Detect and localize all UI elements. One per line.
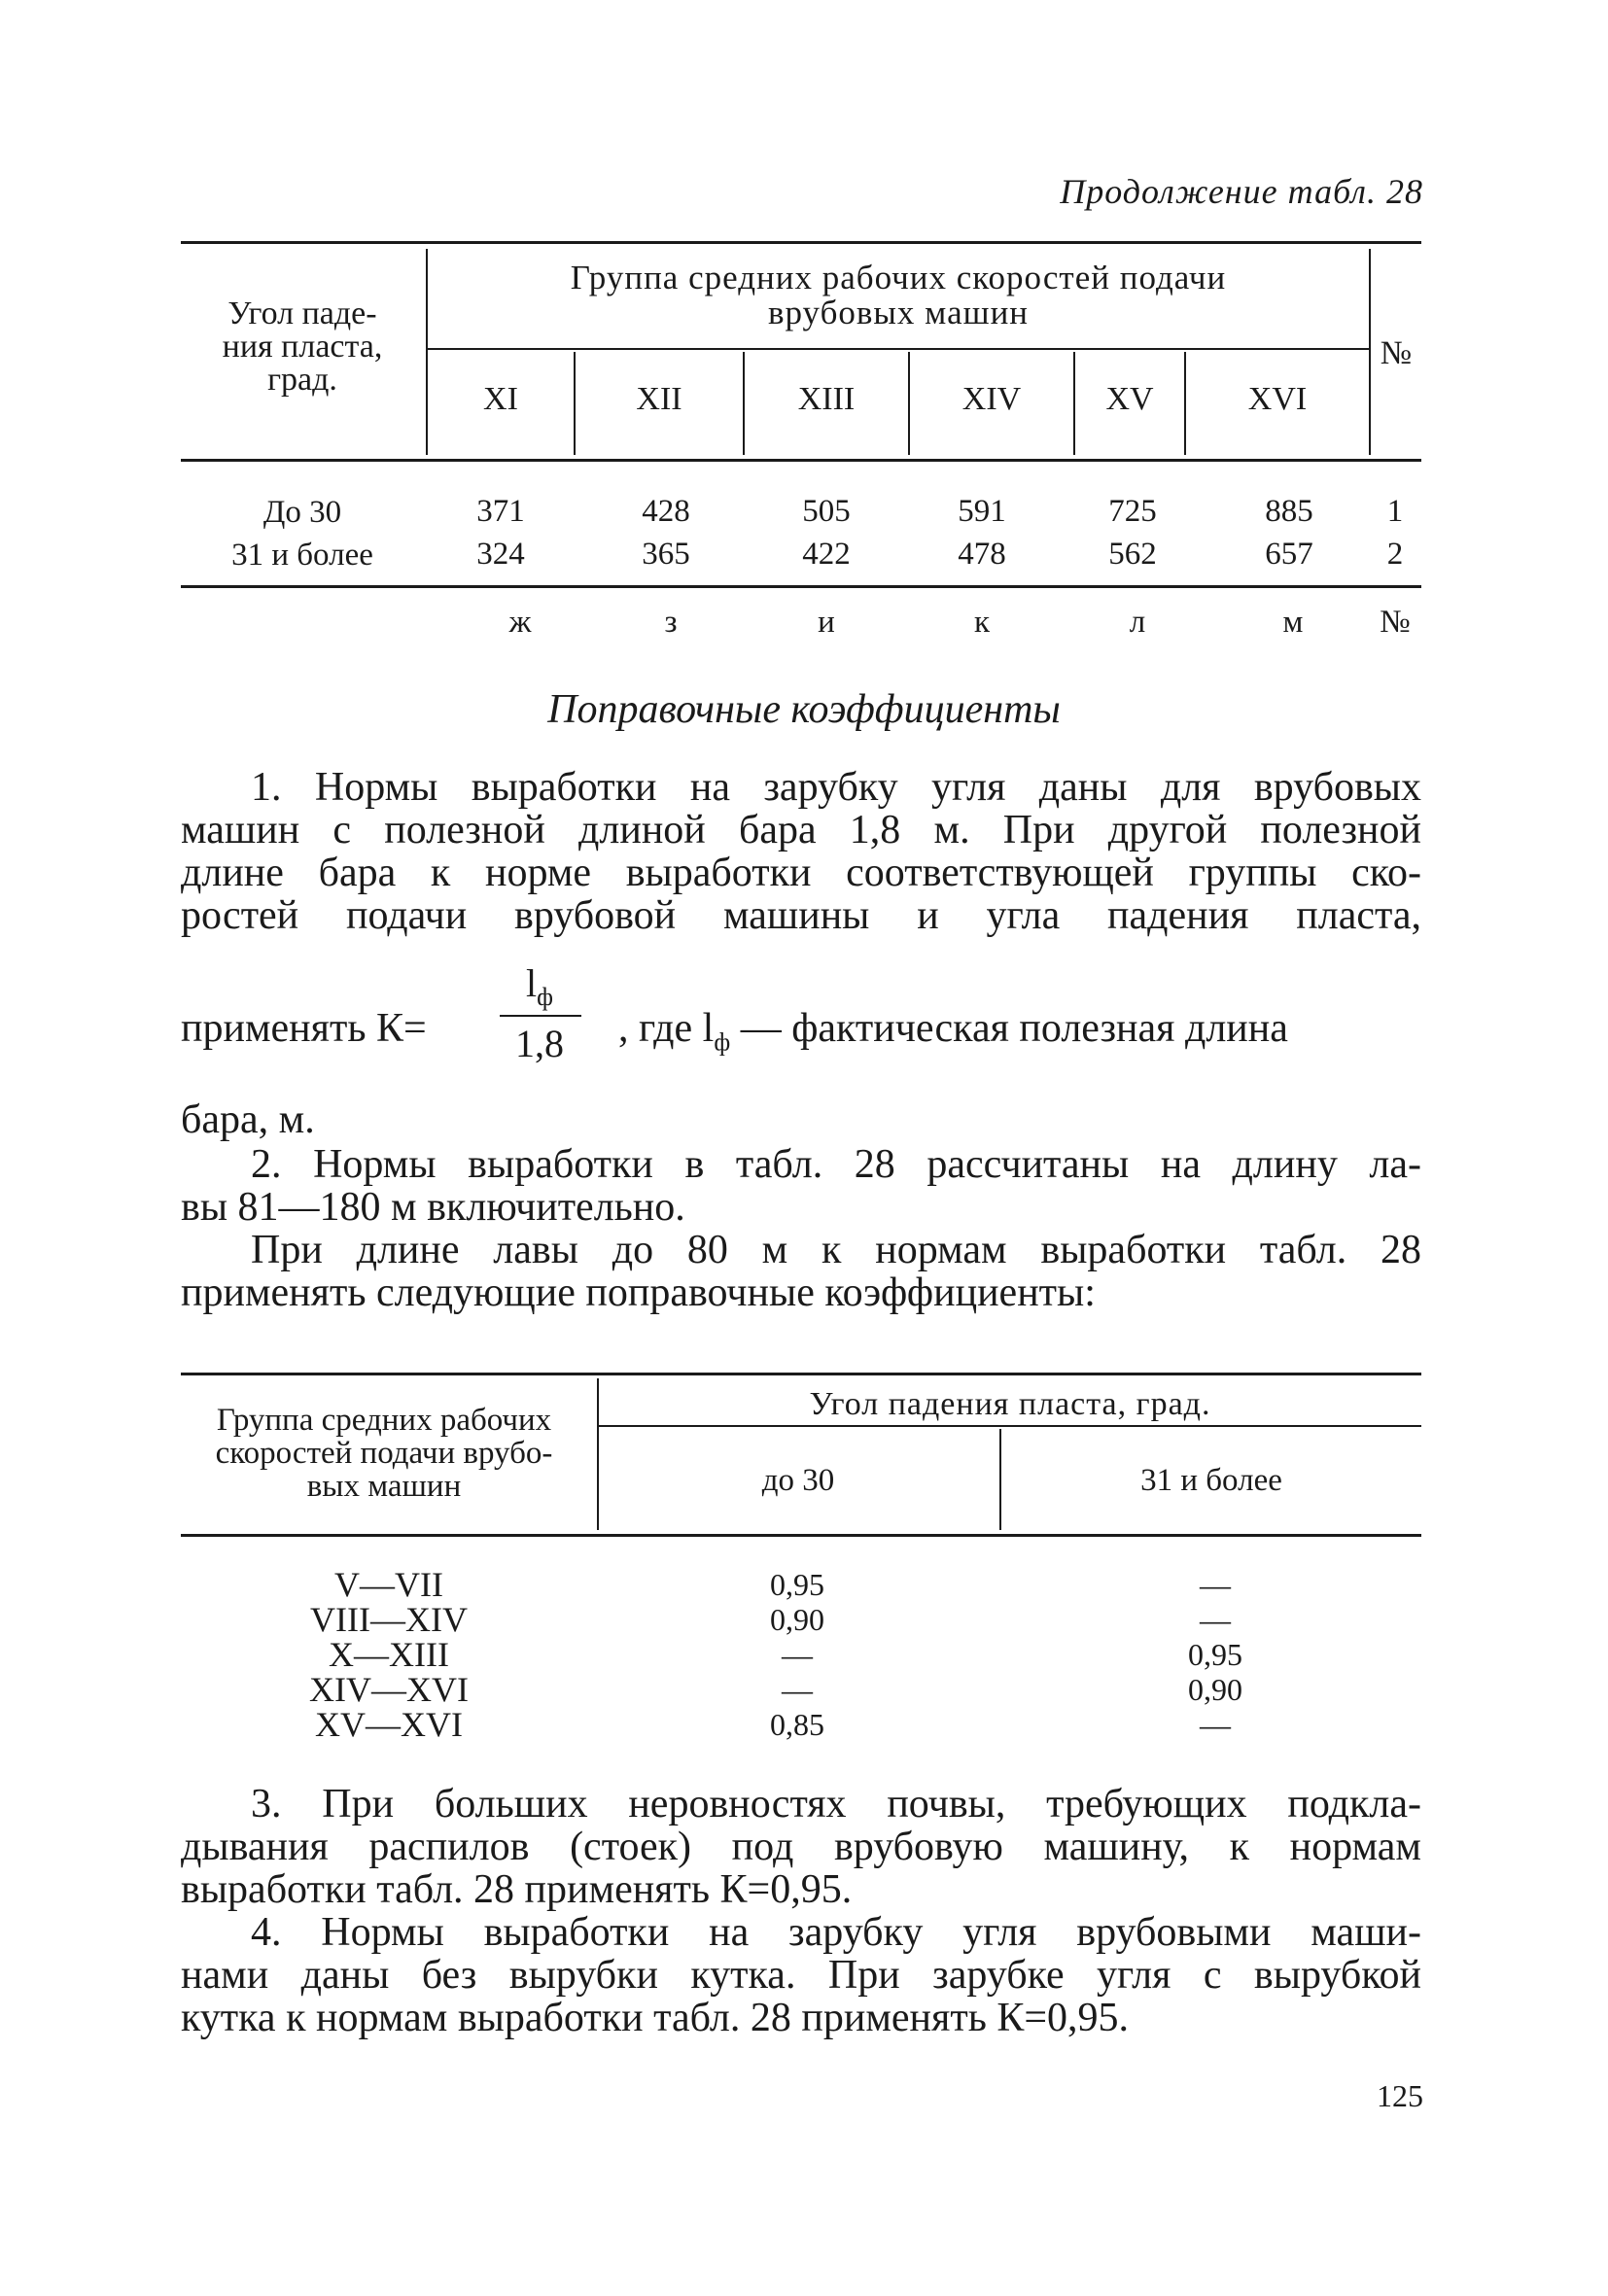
table1-row-number: 2	[1386, 537, 1404, 572]
table1-header-rule	[181, 459, 1421, 462]
table1-number-header: №	[1380, 335, 1413, 371]
formula-numerator-symbol: l	[526, 961, 538, 1005]
table1-col-header: XV	[1105, 381, 1154, 417]
table2-row-header-line: вых машин	[306, 1469, 462, 1504]
table2-cell: —	[1200, 1602, 1231, 1637]
table2-cell: —	[782, 1672, 813, 1707]
table1-footer-letter: з	[664, 605, 678, 640]
table1-col-header: XIV	[961, 381, 1022, 417]
table2-row-label: XV—XVI	[315, 1705, 463, 1744]
table2-cell: —	[1200, 1707, 1231, 1742]
table2-row-header-line: скоростей подачи врубо-	[215, 1436, 553, 1471]
formula-suffix-subscript: ф	[714, 1027, 731, 1057]
table1-row-header-line: Угол паде-	[227, 296, 377, 331]
table1-cell: 725	[1108, 494, 1157, 529]
text-line: 2. Нормы выработки в табл. 28 рассчитаны на длину ла-	[251, 1142, 1421, 1187]
text-line: выработки табл. 28 применять К=0,95.	[181, 1867, 853, 1912]
table1-group-header-line: Группа средних рабочих скоростей подачи	[570, 259, 1227, 296]
text-line: длине бара к норме выработки соответствующей группы ско-	[181, 851, 1421, 895]
text-line: ростей подачи врубовой машины и угла падения пласта,	[181, 893, 1421, 938]
table2-top-rule	[181, 1373, 1421, 1375]
table2-cell: —	[1200, 1567, 1231, 1602]
text-line: машин с полезной длиной бара 1,8 м. При другой полезной	[181, 808, 1421, 852]
table1-col-header: XII	[636, 381, 682, 417]
paragraph-4	[181, 1783, 1421, 1911]
table1-footer-letter: л	[1129, 605, 1146, 640]
table1-top-rule	[181, 241, 1421, 244]
table1-group-header-line: врубовых машин	[767, 294, 1030, 331]
table1-cell: 324	[476, 537, 525, 572]
formula-fraction-bar	[500, 1015, 581, 1017]
section-title: Поправочные коэффициенты	[547, 687, 1061, 732]
table2-row-label: X—XIII	[329, 1635, 449, 1674]
table1-footer-number: №	[1380, 605, 1411, 640]
text-line: вы 81—180 м включительно.	[181, 1185, 685, 1230]
text-line: 1. Нормы выработки на зарубку угля даны для врубовых	[251, 765, 1421, 810]
table2-cell: 0,90	[1188, 1672, 1242, 1707]
page-number: 125	[1377, 2078, 1423, 2113]
table1-footer-letter: м	[1282, 605, 1304, 640]
formula-numerator-subscript: ф	[537, 983, 553, 1011]
table1-cell: 562	[1108, 537, 1157, 572]
paragraph-1	[181, 766, 1421, 937]
table1-subheader-rule	[428, 348, 1369, 350]
table-continuation-caption: Продолжение табл. 28	[1060, 172, 1423, 211]
table2-col-header: 31 и более	[1140, 1463, 1282, 1498]
table1-row-label: До 30	[262, 495, 342, 530]
table2-cell: 0,90	[770, 1602, 824, 1637]
table2-cell: —	[782, 1637, 813, 1672]
table1-cell: 591	[958, 494, 1006, 529]
table1-cell: 422	[802, 537, 851, 572]
table1-cell: 365	[642, 537, 690, 572]
table1-cell: 478	[958, 537, 1006, 572]
table2-row-labels	[243, 1567, 535, 1742]
paragraph-3	[181, 1229, 1421, 1314]
table1-footer-letter: и	[818, 605, 835, 640]
table1-row-header	[181, 297, 424, 397]
table1-footer-letter: к	[973, 605, 991, 640]
table1-row-header-line: град.	[267, 362, 337, 398]
text-line: 4. Нормы выработки на зарубку угля врубовыми маши-	[251, 1910, 1421, 1955]
table1-cell: 371	[476, 494, 525, 529]
table1-row-label: 31 и более	[231, 538, 373, 573]
table2-cell: 0,95	[770, 1567, 824, 1602]
table1-group-header	[428, 261, 1369, 330]
table1-col-header: XVI	[1247, 381, 1308, 417]
table2-cell: 0,85	[770, 1707, 824, 1742]
table2-row-label: VIII—XIV	[310, 1600, 468, 1639]
formula-prefix: применять К=	[181, 1006, 427, 1051]
table1-cell: 657	[1265, 537, 1313, 572]
table1-col-header: XIII	[797, 381, 856, 417]
text-line: нами даны без вырубки кутка. При зарубке угля с вырубкой	[181, 1953, 1421, 1998]
formula-numerator	[496, 960, 583, 1012]
table1-row-header-line: ния пласта,	[222, 329, 383, 365]
text-line: применять следующие поправочные коэффициенты:	[181, 1270, 1096, 1315]
text-line: бара, м.	[181, 1097, 315, 1142]
table2-group-header: Угол падения пласта, град.	[809, 1386, 1211, 1422]
table1-cell: 885	[1265, 494, 1313, 529]
table2-row-header-line: Группа средних рабочих	[216, 1403, 552, 1438]
paragraph-1-tail	[181, 1098, 1421, 1141]
formula-suffix-start: , где l	[618, 1006, 715, 1051]
table1-cell: 428	[642, 494, 690, 529]
table2-col-header: до 30	[761, 1463, 835, 1498]
text-line: кутка к нормам выработки табл. 28 применять К=0,95.	[181, 1996, 1130, 2040]
table2-row-header	[175, 1404, 593, 1503]
table2-col-a-values	[739, 1567, 856, 1742]
formula-denominator: 1,8	[515, 1022, 564, 1065]
text-line: При длине лавы до 80 м к нормам выработки табл. 28	[251, 1228, 1421, 1272]
paragraph-2	[181, 1143, 1421, 1229]
table2-cell: 0,95	[1188, 1637, 1242, 1672]
text-line: дывания распилов (стоек) под врубовую машину, к нормам	[181, 1825, 1421, 1869]
text-line: 3. При больших неровностях почвы, требующих подкла-	[251, 1782, 1421, 1826]
table1-bottom-rule	[181, 585, 1421, 588]
table2-row-label: V—VII	[334, 1565, 443, 1604]
table2-col-b-values	[1157, 1567, 1274, 1742]
table2-header-rule	[181, 1534, 1421, 1537]
table1-row-number: 1	[1386, 494, 1404, 529]
table2-row-label: XIV—XVI	[309, 1670, 469, 1709]
table1-col-header: XI	[483, 381, 518, 417]
paragraph-5	[181, 1911, 1421, 2039]
formula-suffix-end: — фактическая полезная длина	[730, 1006, 1288, 1051]
table1-footer-letter: ж	[508, 605, 532, 640]
table1-cell: 505	[802, 494, 851, 529]
table2-subheader-rule	[599, 1425, 1421, 1427]
formula-suffix	[618, 1005, 1288, 1057]
